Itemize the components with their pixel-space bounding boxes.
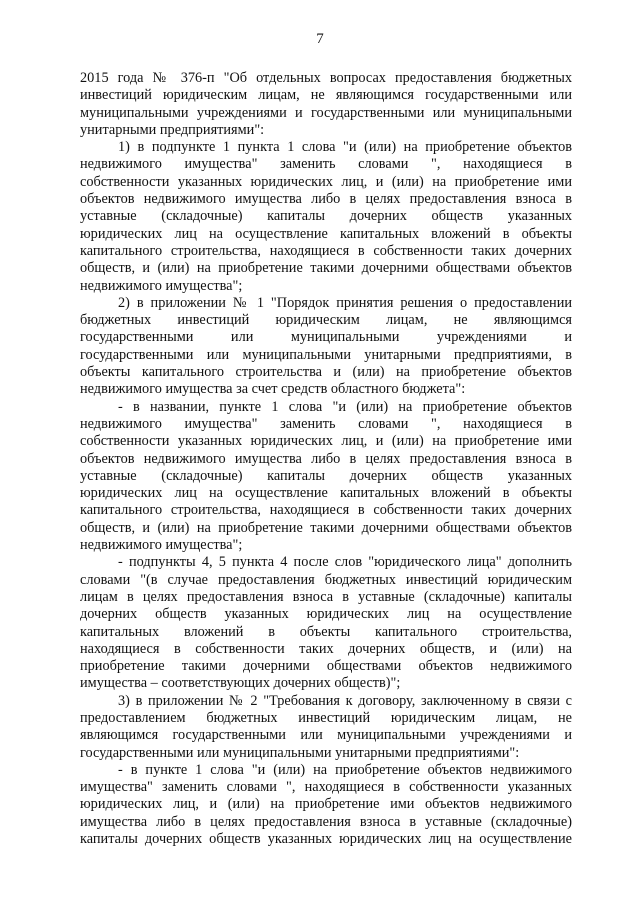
document-body [80, 70, 572, 848]
text-line: государственными или муниципальными унитарными предприятиями": [80, 744, 520, 761]
text-line: 3) в приложении № 2 "Требования к договору, заключенному в связи с [118, 692, 572, 709]
text-line: недвижимого имущества" заменить словами ", находящиеся в [80, 156, 572, 173]
text-line: юридических лиц на осуществление капитальных вложений в объекты [80, 485, 572, 502]
text-line: муниципальными учреждениями и государственными или муниципальными [80, 104, 572, 121]
text-line: собственности указанных юридических лиц, и (или) на приобретение ими [80, 433, 572, 450]
text-line: находящиеся в собственности таких дочерних обществ, и (или) на [80, 640, 572, 657]
text-line: собственности указанных юридических лиц, и (или) на приобретение ими [80, 173, 572, 190]
text-line: предоставлением бюджетных инвестиций юридическим лицам, не [80, 709, 572, 726]
text-line: являющимся государственными или муниципальными учреждениями и [80, 727, 572, 744]
text-line: 1) в подпункте 1 пункта 1 слова "и (или) на приобретение объектов [118, 139, 572, 156]
text-line: 2015 года № 376-п "Об отдельных вопросах предоставления бюджетных [80, 70, 572, 86]
text-line: унитарными предприятиями": [80, 121, 265, 138]
text-line: словами "(в случае предоставления бюджетных инвестиций юридическим [80, 571, 572, 588]
text-line: бюджетных инвестиций юридическим лицам, не являющимся [80, 312, 572, 329]
text-line: недвижимого имущества"; [80, 537, 243, 554]
text-line: недвижимого имущества" заменить словами ", находящиеся в [80, 415, 572, 432]
text-line: - в названии, пункте 1 слова "и (или) на приобретение объектов [118, 398, 572, 415]
text-line: обществ, и (или) на приобретение такими дочерними обществами объектов [80, 519, 572, 536]
text-line: обществ, и (или) на приобретение такими дочерними обществами объектов [80, 260, 572, 277]
text-line: уставные (складочные) капиталы дочерних обществ указанных [80, 467, 572, 484]
page-number: 7 [316, 31, 324, 47]
text-line: капитального строительства, находящиеся в собственности таких дочерних [80, 502, 572, 519]
text-line: - в пункте 1 слова "и (или) на приобретение объектов недвижимого [118, 761, 572, 778]
text-line: имущества либо в целях предоставления взноса в уставные (складочные) [80, 813, 572, 830]
text-line: имущества – соответствующих дочерних обществ)"; [80, 675, 401, 692]
text-line: юридических лиц на осуществление капитальных вложений в объекты [80, 225, 572, 242]
text-line: капитальных вложений в объекты капитального строительства, [80, 623, 572, 640]
text-line: юридических лиц, и (или) на приобретение ими объектов недвижимого [80, 796, 572, 813]
text-line: уставные (складочные) капиталы дочерних обществ указанных [80, 208, 572, 225]
text-line: капиталы дочерних обществ указанных юридических лиц на осуществление [80, 831, 572, 848]
text-line: государственными или муниципальными учреждениями и [80, 329, 572, 346]
text-line: государственными или муниципальными унитарными предприятиями, в [80, 346, 572, 363]
text-line: имущества" заменить словами ", находящиеся в собственности указанных [80, 779, 572, 796]
text-line: недвижимого имущества за счет средств областного бюджета": [80, 381, 466, 398]
text-line: объектов недвижимого имущества либо в целях предоставления взноса в [80, 450, 572, 467]
text-line: инвестиций юридическим лицам, не являющимся государственными или [80, 87, 572, 104]
text-line: объектов недвижимого имущества либо в целях предоставления взноса в [80, 191, 572, 208]
text-line: - подпункты 4, 5 пункта 4 после слов "юридического лица" дополнить [118, 554, 572, 571]
text-line: лицам в целях предоставления взноса в уставные (складочные) капиталы [80, 588, 572, 605]
text-line: объекты капитального строительства и (или) на приобретение объектов [80, 364, 572, 381]
text-line: капитального строительства, находящиеся в собственности таких дочерних [80, 242, 572, 259]
text-line: приобретение такими дочерними обществами объектов недвижимого [80, 658, 572, 675]
text-line: дочерних обществ указанных юридических лиц на осуществление [80, 606, 572, 623]
text-line: 2) в приложении № 1 "Порядок принятия решения о предоставлении [118, 294, 572, 311]
text-line: недвижимого имущества"; [80, 277, 243, 294]
